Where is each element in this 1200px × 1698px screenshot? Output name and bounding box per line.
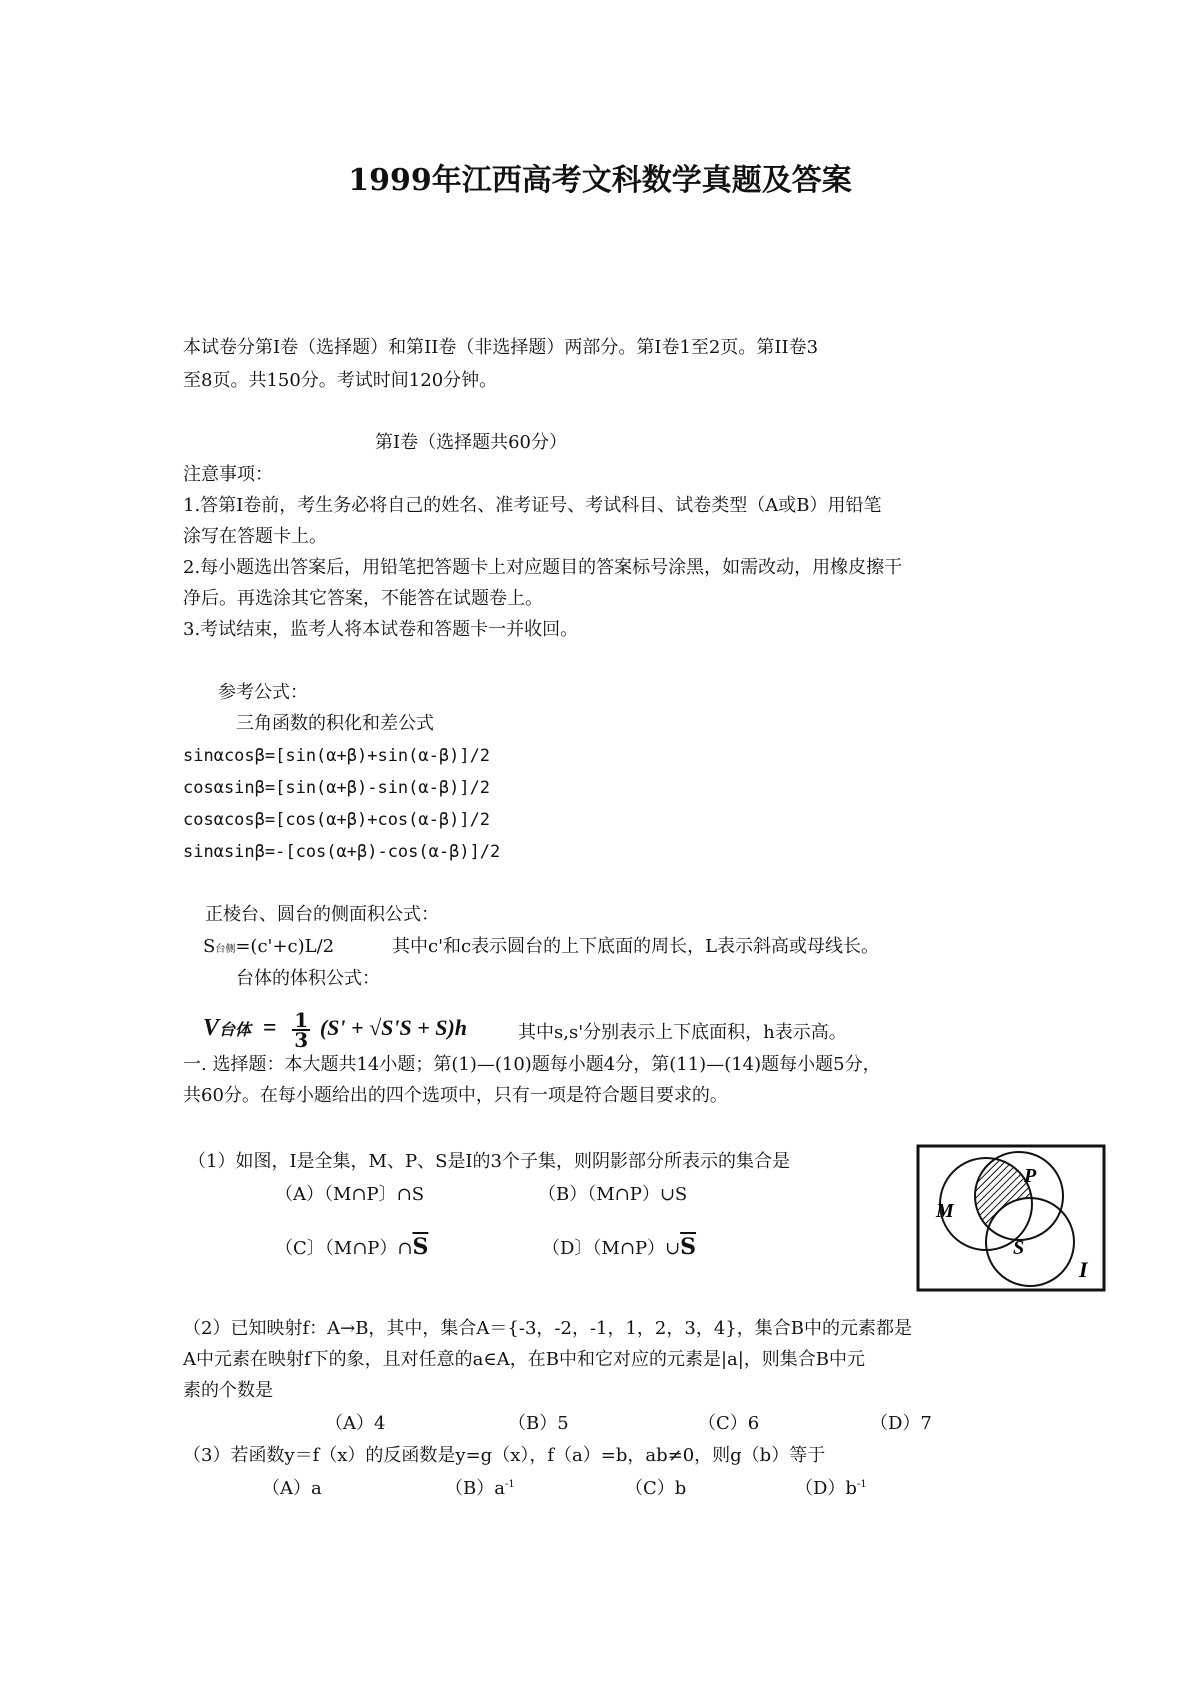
q1-option-d-bar: $\overline{S}$ — [680, 1234, 697, 1260]
q1-option-d-text: （D〕（M∩P）∪ — [542, 1238, 681, 1259]
q3-option-d-text: （D）b — [795, 1478, 857, 1499]
q3-option-c: （C）b — [625, 1478, 687, 1499]
q2-option-c: （C）6 — [698, 1413, 760, 1434]
label-i: I — [1079, 1257, 1088, 1282]
lateral-heading: 正棱台、圆台的侧面积公式： — [205, 904, 439, 925]
label-m: M — [936, 1200, 954, 1222]
volume-desc: 其中s,s'分别表示上下底面积，h表示高。 — [518, 1022, 847, 1043]
q3-option-b-text: （B）a — [445, 1478, 505, 1499]
q1-option-c-text: （C〕（M∩P）∩ — [275, 1238, 413, 1259]
q3-stem: （3）若函数y＝f（x）的反函数是y=g（x），f（a）=b，ab≠0，则g（b）等于 — [183, 1445, 826, 1466]
note-line-4: 净后。再选涂其它答案，不能答在试题卷上。 — [183, 588, 543, 609]
trig-formula-1: sinαcosβ=[sin(α+β)+sin(α-β)]/2 — [183, 746, 491, 766]
lateral-sub: 台侧 — [215, 944, 236, 955]
lateral-desc: 其中c'和c表示圆台的上下底面的周长，L表示斜高或母线长。 — [392, 936, 880, 957]
q1-option-d — [542, 1232, 696, 1264]
q1-option-c-bar: $\overline{S}$ — [412, 1234, 429, 1260]
q1-option-c — [275, 1232, 428, 1264]
lateral-s: S — [203, 936, 216, 957]
q2-option-d: （D）7 — [870, 1413, 932, 1434]
label-p: P — [1024, 1165, 1037, 1187]
q2-stem-line-3: 素的个数是 — [183, 1380, 273, 1401]
volume-den: 3 — [294, 1028, 309, 1052]
q3-option-b — [445, 1474, 515, 1504]
notes-heading: 注意事项： — [183, 464, 273, 485]
q1-option-a: （A）（M∩P〕∩S — [275, 1184, 425, 1205]
note-line-2: 涂写在答题卡上。 — [183, 526, 327, 547]
volume-lhs: V — [203, 1015, 220, 1041]
volume-formula — [203, 1003, 467, 1053]
label-s: S — [1013, 1237, 1025, 1259]
volume-num: 1 — [294, 1008, 309, 1032]
lateral-rest: =(c'+c)L/2 — [235, 936, 335, 957]
volume-body: (S' + √S'S + S)h — [319, 1015, 468, 1040]
q3-option-d-sup: -1 — [856, 1479, 867, 1490]
volume-fraction — [292, 1008, 310, 1052]
q2-stem-line-2: A中元素在映射f下的象，且对任意的a∈A，在B中和它对应的元素是|a|，则集合B中元 — [183, 1349, 866, 1370]
intro-line-2: 至8页。共150分。考试时间120分钟。 — [183, 370, 498, 391]
note-line-1: 1.答第Ⅰ卷前，考生务必将自己的姓名、准考证号、考试科目、试卷类型（A或B）用铅笔 — [183, 495, 882, 516]
q1-stem: （1）如图，I是全集，M、P、S是I的3个子集，则阴影部分所表示的集合是 — [188, 1151, 790, 1172]
q1-option-b: （B）（M∩P）∪S — [538, 1184, 688, 1205]
trig-heading: 三角函数的积化和差公式 — [236, 713, 434, 734]
section1-line-2: 共60分。在每小题给出的四个选项中，只有一项是符合题目要求的。 — [183, 1085, 728, 1106]
section1-line-1: 一. 选择题：本大题共14小题；第(1)—(10)题每小题4分，第(11)—(14)题每小题5分， — [183, 1054, 881, 1075]
volume-eq: = — [262, 1015, 277, 1041]
volume-lhs-sub: 台体 — [219, 1022, 252, 1039]
venn-diagram — [916, 1144, 1106, 1292]
q3-option-b-sup: -1 — [504, 1479, 515, 1490]
note-line-3: 2.每小题选出答案后，用铅笔把答题卡上对应题目的答案标号涂黑，如需改动，用橡皮擦干 — [183, 557, 903, 578]
q2-option-b: （B）5 — [508, 1413, 569, 1434]
trig-formula-3: cosαcosβ=[cos(α+β)+cos(α-β)]/2 — [183, 810, 491, 830]
lateral-formula — [203, 932, 334, 965]
trig-formula-2: cosαsinβ=[sin(α+β)-sin(α-β)]/2 — [183, 778, 491, 798]
ref-heading: 参考公式： — [218, 682, 308, 703]
volume-heading: 台体的体积公式： — [236, 968, 380, 989]
part1-heading: 第Ⅰ卷（选择题共60分） — [375, 432, 568, 453]
q3-option-d — [795, 1474, 867, 1504]
trig-formula-4: sinαsinβ=-[cos(α+β)-cos(α-β)]/2 — [183, 842, 501, 862]
q2-stem-line-1: （2）已知映射f：A→B，其中，集合A＝{-3，-2，-1，1，2，3，4}，集合B中的元素都是 — [183, 1318, 912, 1339]
note-line-5: 3.考试结束，监考人将本试卷和答题卡一并收回。 — [183, 619, 579, 640]
q3-option-a: （A）a — [262, 1478, 322, 1499]
page-title: 1999年江西高考文科数学真题及答案 — [348, 163, 852, 198]
q2-option-a: （A）4 — [325, 1413, 386, 1434]
intro-line-1: 本试卷分第Ⅰ卷（选择题）和第II卷（非选择题）两部分。第Ⅰ卷1至2页。第II卷3 — [183, 337, 819, 358]
